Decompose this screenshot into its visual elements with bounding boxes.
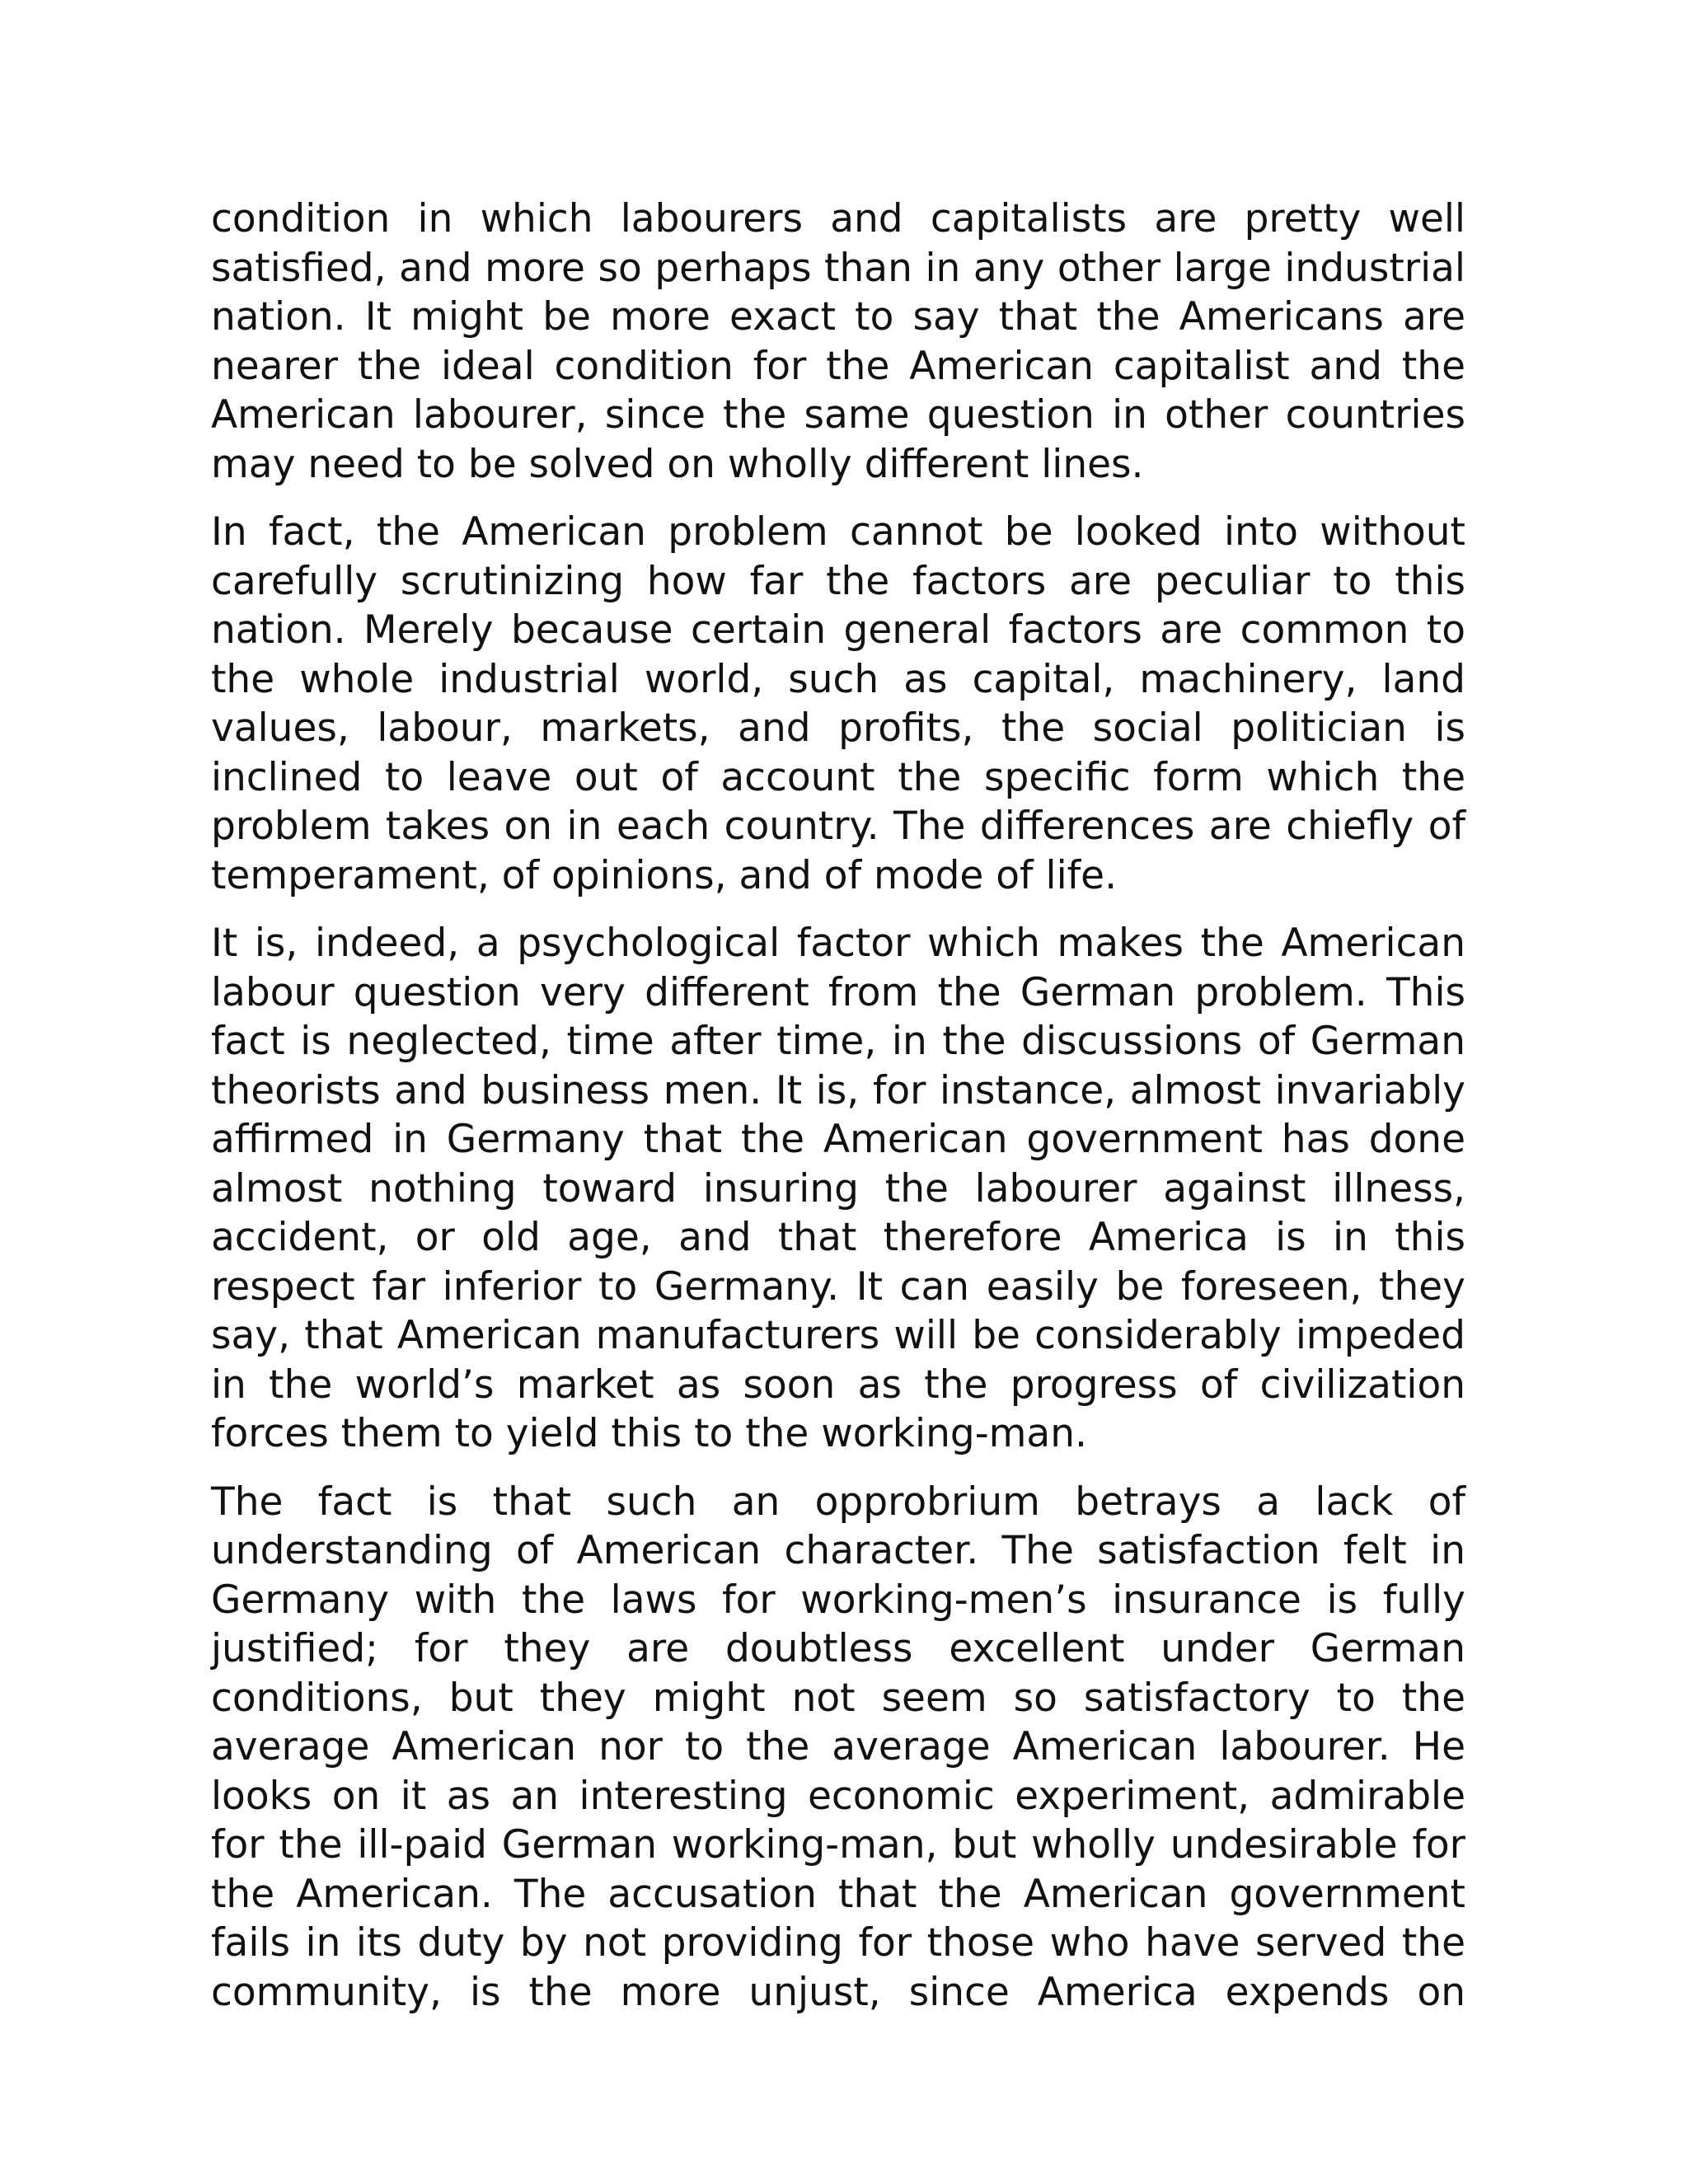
paragraph: condition in which labourers and capitalists are pretty well satisfied, and more so perhaps than in any other large industrial nation. It might be more exact to say that the Americans are nearer the ideal condition for the American capitalist and the American labourer, since the same question in other countries may need to be solved on wholly different lines. [211, 196, 1465, 487]
paragraph: The fact is that such an opprobrium betrays a lack of understanding of American character. The satisfaction felt in Germany with the laws for working-men’s insurance is fully justified; for they are doubtless excellent under German conditions, but they might not seem so satisfactory to the average American nor to the average American labourer. He looks on it as an interesting economic experiment, admirable for the ill-paid German working-man, but wholly undesirable for the American. The accusation that the American government fails in its duty by not providing for those who have served the community, is the more unjust, since America expends on [211, 1479, 1465, 2015]
paragraph: In fact, the American problem cannot be looked into without carefully scrutinizing how far the factors are peculiar to this nation. Merely because certain general factors are common to the whole industrial world, such as capital, machinery, land values, labour, markets, and profits, the social politician is inclined to leave out of account the specific form which the problem takes on in each country. The differences are chiefly of temperament, of opinions, and of mode of life. [211, 509, 1465, 898]
body-text [211, 194, 1465, 2017]
paragraph: It is, indeed, a psychological factor which makes the American labour question very different from the German problem. This fact is neglected, time after time, in the discussions of German theorists and business men. It is, for instance, almost invariably affirmed in Germany that the American government has done almost nothing toward insuring the labourer against illness, accident, or old age, and that therefore America is in this respect far inferior to Germany. It can easily be foreseen, they say, that American manufacturers will be considerably impeded in the world’s market as soon as the progress of civilization forces them to yield this to the working-man. [211, 921, 1465, 1456]
